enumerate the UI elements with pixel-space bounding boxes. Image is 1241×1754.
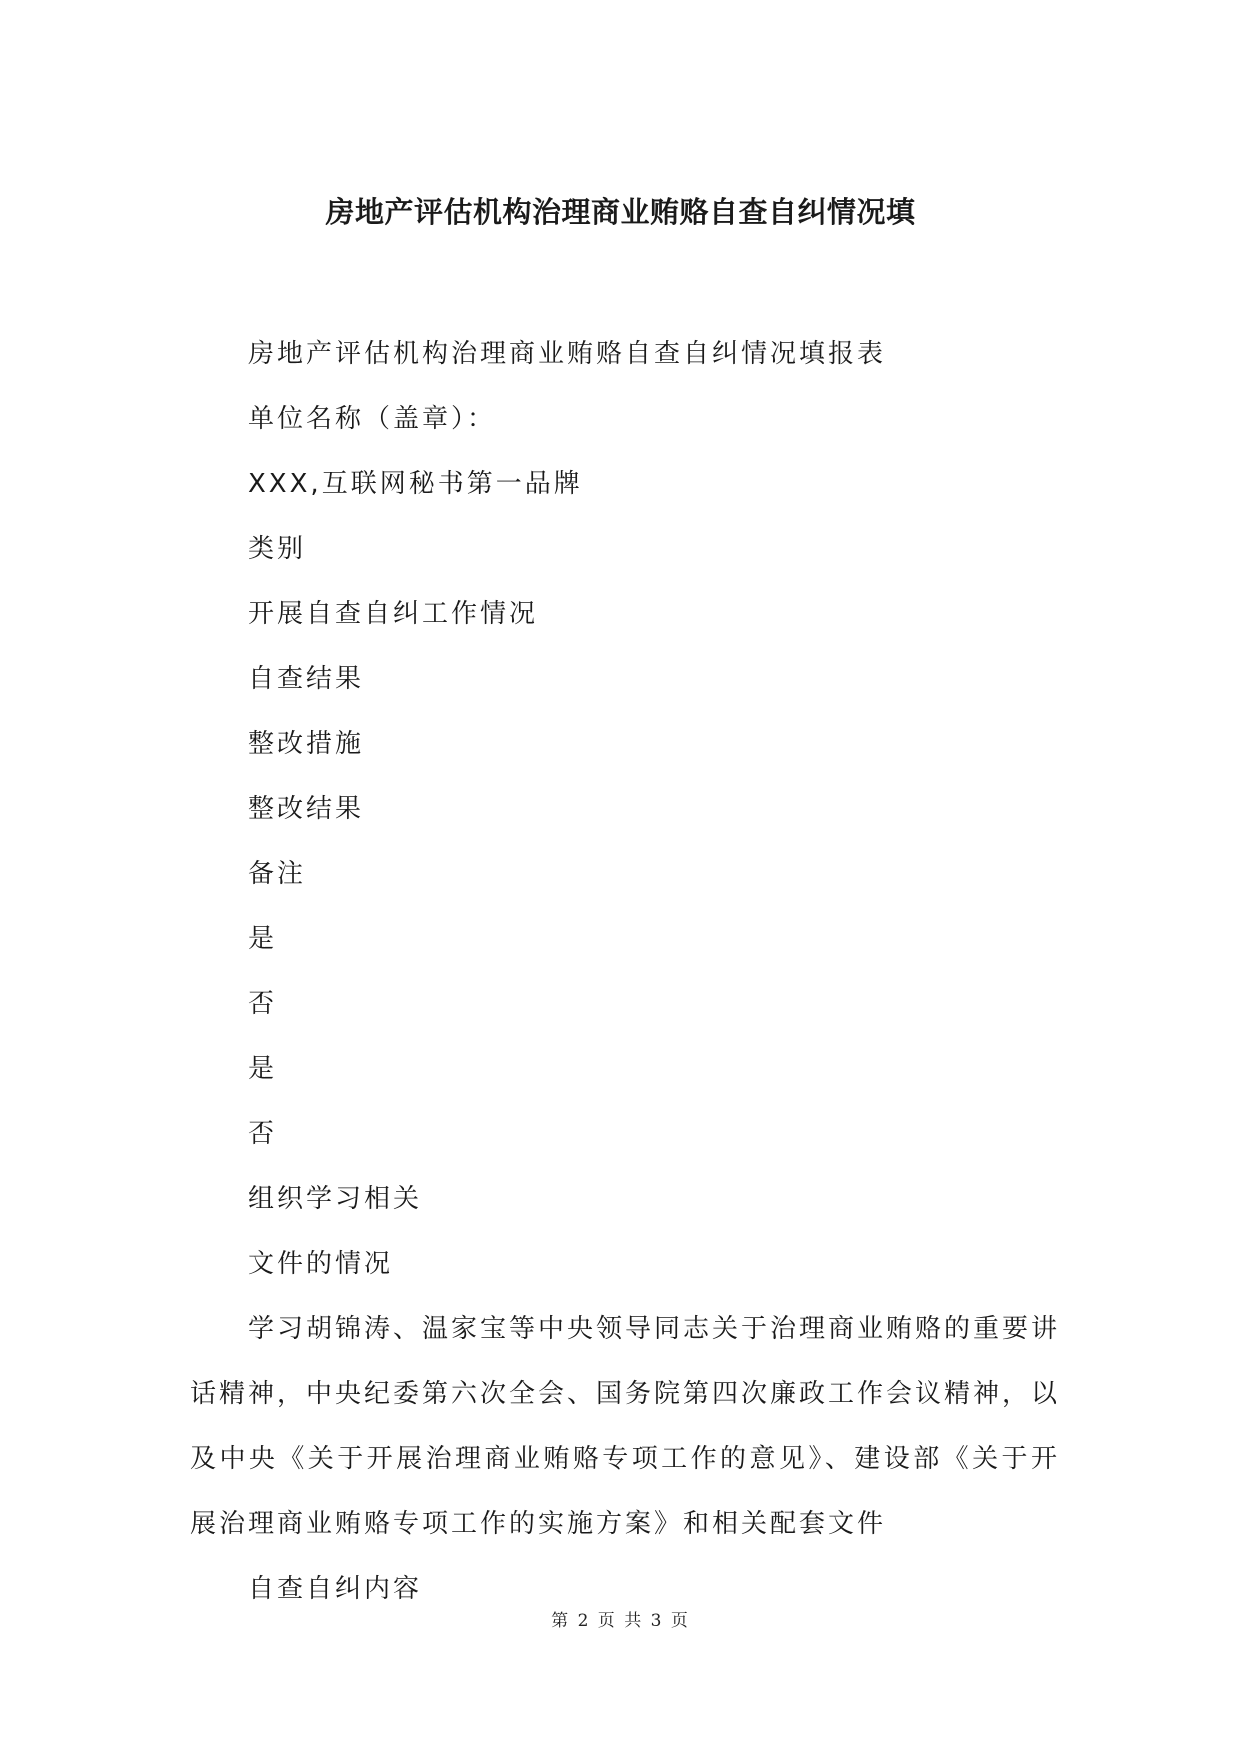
body-line-yes-2: 是	[248, 1054, 278, 1084]
document-body	[190, 322, 1060, 1622]
page-footer: 第 2 页 共 3 页	[551, 1611, 690, 1631]
body-line-study-related: 组织学习相关	[248, 1184, 423, 1214]
body-line-unit-name: 单位名称（盖章）：	[248, 404, 497, 434]
document-title: 房地产评估机构治理商业贿赂自查自纠情况填	[325, 195, 916, 229]
body-line-no-1: 否	[248, 989, 278, 1019]
body-line-no-2: 否	[248, 1119, 278, 1149]
body-line-unit-value: XXX,互联网秘书第一品牌	[248, 469, 583, 499]
body-line-yes-1: 是	[248, 924, 278, 954]
body-line-check-content: 自查自纠内容	[248, 1574, 423, 1604]
body-line-category: 类别	[248, 534, 307, 564]
body-paragraph: 学习胡锦涛、温家宝等中央领导同志关于治理商业贿赂的重要讲话精神，中央纪委第六次全会、国务院第四次廉政工作会议精神，以及中央《关于开展治理商业贿赂专项工作的意见》、建设部《关于开展治理商业贿赂专项工作的实施方案》和相关配套文件	[190, 1314, 1061, 1539]
body-line-measures: 整改措施	[248, 729, 365, 759]
body-line-work-status: 开展自查自纠工作情况	[248, 599, 539, 629]
body-line-form-title: 房地产评估机构治理商业贿赂自查自纠情况填报表	[248, 339, 887, 369]
body-line-check-result: 自查结果	[248, 664, 365, 694]
body-line-rectify-result: 整改结果	[248, 794, 365, 824]
body-line-documents-status: 文件的情况	[248, 1249, 394, 1279]
body-line-remarks: 备注	[248, 859, 307, 889]
